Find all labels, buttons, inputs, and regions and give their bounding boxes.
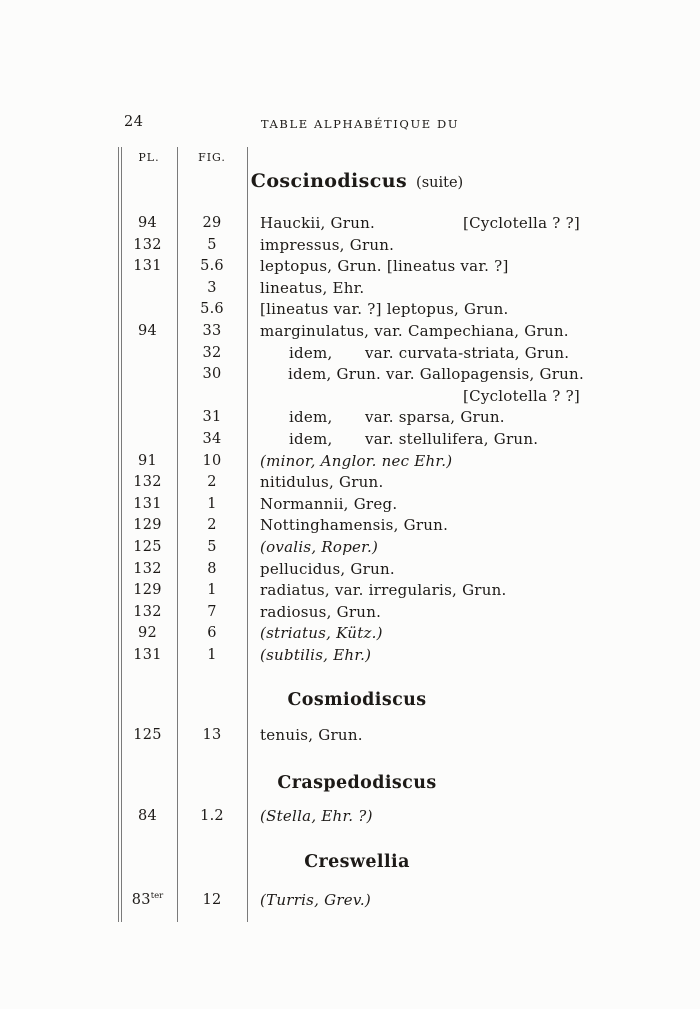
figure-number: 1: [207, 495, 217, 512]
plate-figure-table: [118, 147, 596, 922]
genus-name: Craspedodiscus: [277, 773, 437, 794]
genus-heading-suffix: (suite): [416, 175, 464, 191]
table-row: [118, 429, 596, 451]
table-row: [118, 890, 596, 912]
plate-number: 132: [133, 474, 162, 491]
variety-name: var. stellulifera, Grun.: [365, 429, 539, 448]
table-row: [118, 343, 596, 365]
species-name: tenuis, Grun.: [260, 726, 363, 745]
figure-number: 31: [202, 409, 222, 426]
plate-number: 131: [133, 646, 162, 663]
species-name: (Stella, Ehr. ?): [260, 807, 373, 826]
figure-number: 12: [202, 891, 222, 908]
table-row: [118, 602, 596, 624]
table-row: [118, 386, 596, 408]
figure-number: 13: [202, 727, 222, 744]
figure-number: 1: [207, 582, 217, 599]
table-row: [118, 494, 596, 516]
species-name: (ovalis, Roper.): [260, 537, 379, 556]
plate-number: 94: [138, 322, 157, 339]
page-number: 24: [124, 114, 144, 130]
plate-number: 131: [133, 258, 162, 275]
species-name: marginulatus, var. Campechiana, Grun.: [260, 321, 569, 340]
table-row: [118, 472, 596, 494]
plate-number: 129: [133, 582, 162, 599]
table-row: [118, 515, 596, 537]
table-rows: [118, 167, 596, 911]
plate-number: $83^{ter}$: [131, 890, 164, 908]
variety-name: var. sparsa, Grun.: [365, 408, 505, 427]
plate-number: 84: [138, 808, 157, 825]
plate-number: 132: [133, 560, 162, 577]
genus-heading: [118, 688, 596, 712]
plate-number: 94: [138, 215, 157, 231]
table-row: [118, 321, 596, 343]
genus-heading: [118, 850, 596, 874]
species-name: Normannii, Greg.: [260, 494, 398, 513]
plate-number: 125: [133, 538, 162, 555]
figure-number: 5.6: [200, 258, 224, 275]
table-row: [118, 451, 596, 473]
table-row: [118, 580, 596, 602]
table-row: [118, 235, 596, 257]
figure-number: 6: [207, 625, 217, 642]
species-name: (striatus, Kütz.): [260, 624, 383, 643]
plate-number: 125: [133, 727, 162, 744]
column-header-pl: PL.: [138, 151, 160, 164]
figure-number: 3: [207, 279, 217, 296]
plate-number: 132: [133, 603, 162, 620]
figure-number: 32: [202, 344, 222, 361]
species-name: idem, Grun. var. Gallopagensis, Grun.: [288, 365, 584, 384]
figure-number: 10: [202, 452, 222, 469]
bracket-note: [Cyclotella ? ?]: [463, 386, 580, 405]
figure-number: 2: [207, 474, 217, 491]
plate-number: 132: [133, 236, 162, 253]
idem-label: idem,: [289, 429, 333, 448]
species-name: (minor, Anglor. nec Ehr.): [260, 451, 453, 470]
bracket-note: [Cyclotella ? ?]: [463, 214, 580, 232]
species-name: [lineatus var. ?] leptopus, Grun.: [260, 300, 509, 319]
table-row: [118, 537, 596, 559]
figure-number: 1.2: [200, 808, 224, 825]
table-row: [118, 213, 596, 235]
species-name: impressus, Grun.: [260, 235, 395, 254]
genus-heading: [118, 169, 596, 193]
species-name: radiosus, Grun.: [260, 602, 382, 621]
table-row: [118, 806, 596, 828]
table-row: [118, 278, 596, 300]
figure-number: 7: [207, 603, 217, 620]
plate-number: 129: [133, 517, 162, 534]
figure-number: 5: [207, 236, 217, 253]
table-row: [118, 364, 596, 386]
figure-number: 2: [207, 517, 217, 534]
species-name: radiatus, var. irregularis, Grun.: [260, 581, 507, 600]
table-row: [118, 623, 596, 645]
table-row: [118, 645, 596, 667]
figure-number: 8: [207, 560, 217, 577]
plate-number: 131: [133, 495, 162, 512]
table-row: [118, 407, 596, 429]
species-name: (subtilis, Ehr.): [260, 645, 372, 664]
variety-name: var. curvata-striata, Grun.: [365, 343, 570, 362]
figure-number: 5.6: [200, 301, 224, 318]
figure-number: 5: [207, 538, 217, 555]
plate-number-suffix: ter: [150, 890, 164, 901]
genus-name: Cosmiodiscus: [287, 690, 427, 711]
figure-number: 29: [202, 215, 222, 231]
figure-number: 34: [202, 430, 222, 447]
idem-label: idem,: [289, 408, 333, 427]
species-name: nitidulus, Grun.: [260, 473, 384, 492]
column-header-fig: FIG.: [198, 151, 226, 164]
species-name: (Turris, Grev.): [260, 890, 371, 909]
genus-heading: [118, 771, 596, 795]
table-row: [118, 725, 596, 747]
genus-name: Creswellia: [304, 851, 410, 872]
species-name: Hauckii, Grun.: [260, 214, 376, 232]
species-name: pellucidus, Grun.: [260, 559, 395, 578]
table-row: [118, 559, 596, 581]
figure-number: 33: [202, 322, 222, 339]
species-name: leptopus, Grun. [lineatus var. ?]: [260, 257, 509, 276]
genus-name: Coscinodiscus: [250, 170, 408, 192]
idem-label: idem,: [289, 343, 333, 362]
species-name: Nottinghamensis, Grun.: [260, 516, 449, 535]
figure-number: 1: [207, 646, 217, 663]
table-row: [118, 256, 596, 278]
species-name: lineatus, Ehr.: [260, 278, 365, 297]
table-row: [118, 299, 596, 321]
figure-number: 30: [202, 366, 222, 383]
plate-number: 92: [138, 625, 157, 642]
page-header-title: TABLE ALPHABÉTIQUE DU: [260, 117, 460, 131]
plate-number: 91: [138, 452, 157, 469]
